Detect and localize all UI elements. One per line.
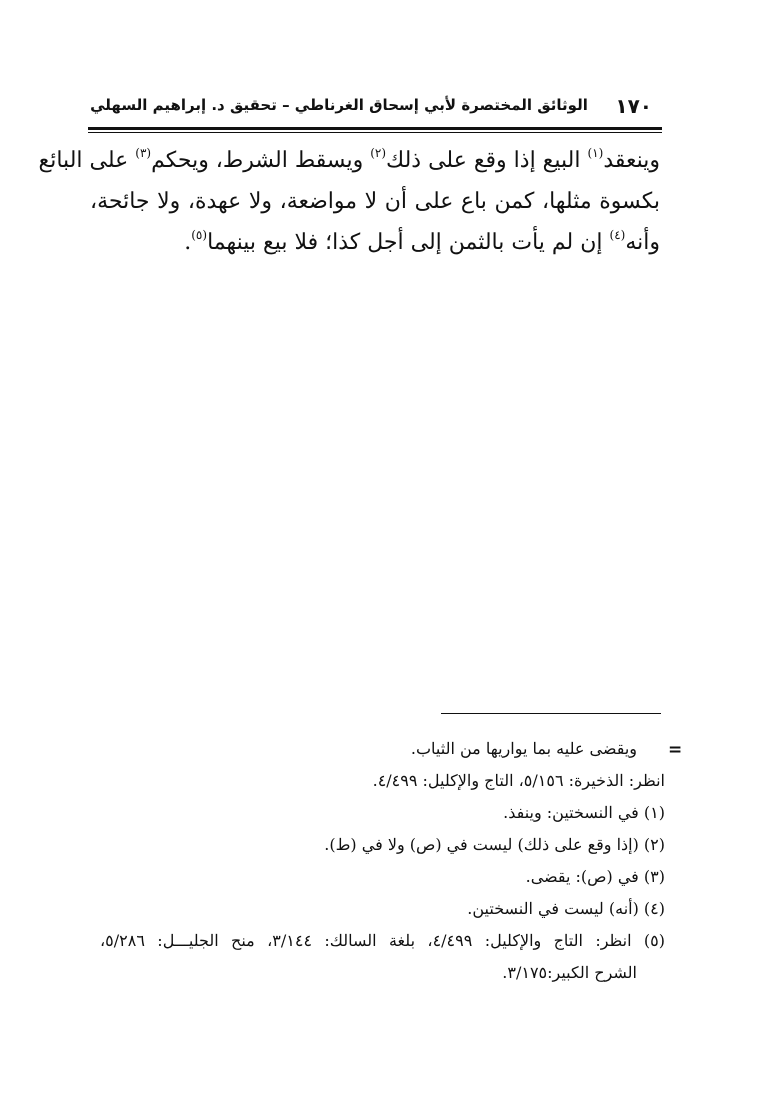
footnote-ref: (٣)	[135, 146, 152, 160]
footnote-2: (٢) (إذا وقع على ذلك) ليست في (ص) ولا في (ط).	[324, 835, 665, 854]
footnote-ref: (٥)	[191, 228, 208, 242]
footnote-continuation: انظر: الذخيرة: ٥/١٥٦، التاج والإكليل: ٤/٤٩٩.	[372, 771, 665, 790]
body-text-run: ويسقط الشرط، ويحكم	[151, 148, 371, 173]
footnote-ref: (١)	[587, 146, 604, 160]
footnote-ref: (٤)	[609, 228, 626, 242]
footnote-separator	[441, 713, 661, 714]
main-text	[38, 140, 660, 263]
footnote-continuation: ويقضى عليه بما يواريها من الثياب.	[410, 739, 637, 758]
footnote-5-continued: الشرح الكبير:٣/١٧٥.	[502, 963, 637, 982]
continuation-mark: =	[668, 740, 683, 760]
page-header	[88, 92, 662, 124]
footnotes	[100, 733, 665, 989]
page-number: ١٧٠	[615, 94, 652, 118]
running-title: الوثائق المختصرة لأبي إسحاق الغرناطي – تحقيق د. إبراهيم السهلي	[90, 96, 588, 114]
header-rule-thick	[88, 127, 662, 130]
body-text-run: إن لم يأت بالثمن إلى أجل كذا؛ فلا بيع بينهما	[207, 230, 610, 255]
body-text-run: بكسوة مثلها، كمن باع على أن لا مواضعة، ولا عهدة، ولا جائحة،	[90, 189, 660, 214]
footnote-1: (١) في النسختين: وينفذ.	[503, 803, 665, 822]
footnote-ref: (٢)	[370, 146, 387, 160]
body-line	[38, 140, 660, 181]
body-text-run: وأنه	[625, 230, 660, 255]
footnote-5: (٥) انظر: التاج والإكليل: ٤/٤٩٩، بلغة السالك: ٣/١٤٤، منح الجليـــل: ٥/٢٨٦،	[100, 931, 666, 950]
body-text-run: على البائع	[38, 148, 136, 173]
body-text-run: البيع إذا وقع على ذلك	[386, 148, 588, 173]
body-line	[90, 181, 660, 222]
footnote-3: (٣) في (ص): يقضى.	[525, 867, 665, 886]
footnote-4: (٤) (أنه) ليست في النسختين.	[467, 899, 665, 918]
body-text-run: .	[184, 230, 192, 255]
body-line	[90, 222, 660, 263]
header-rule-thin	[88, 132, 662, 133]
body-text-run: وينعقد	[603, 148, 660, 173]
